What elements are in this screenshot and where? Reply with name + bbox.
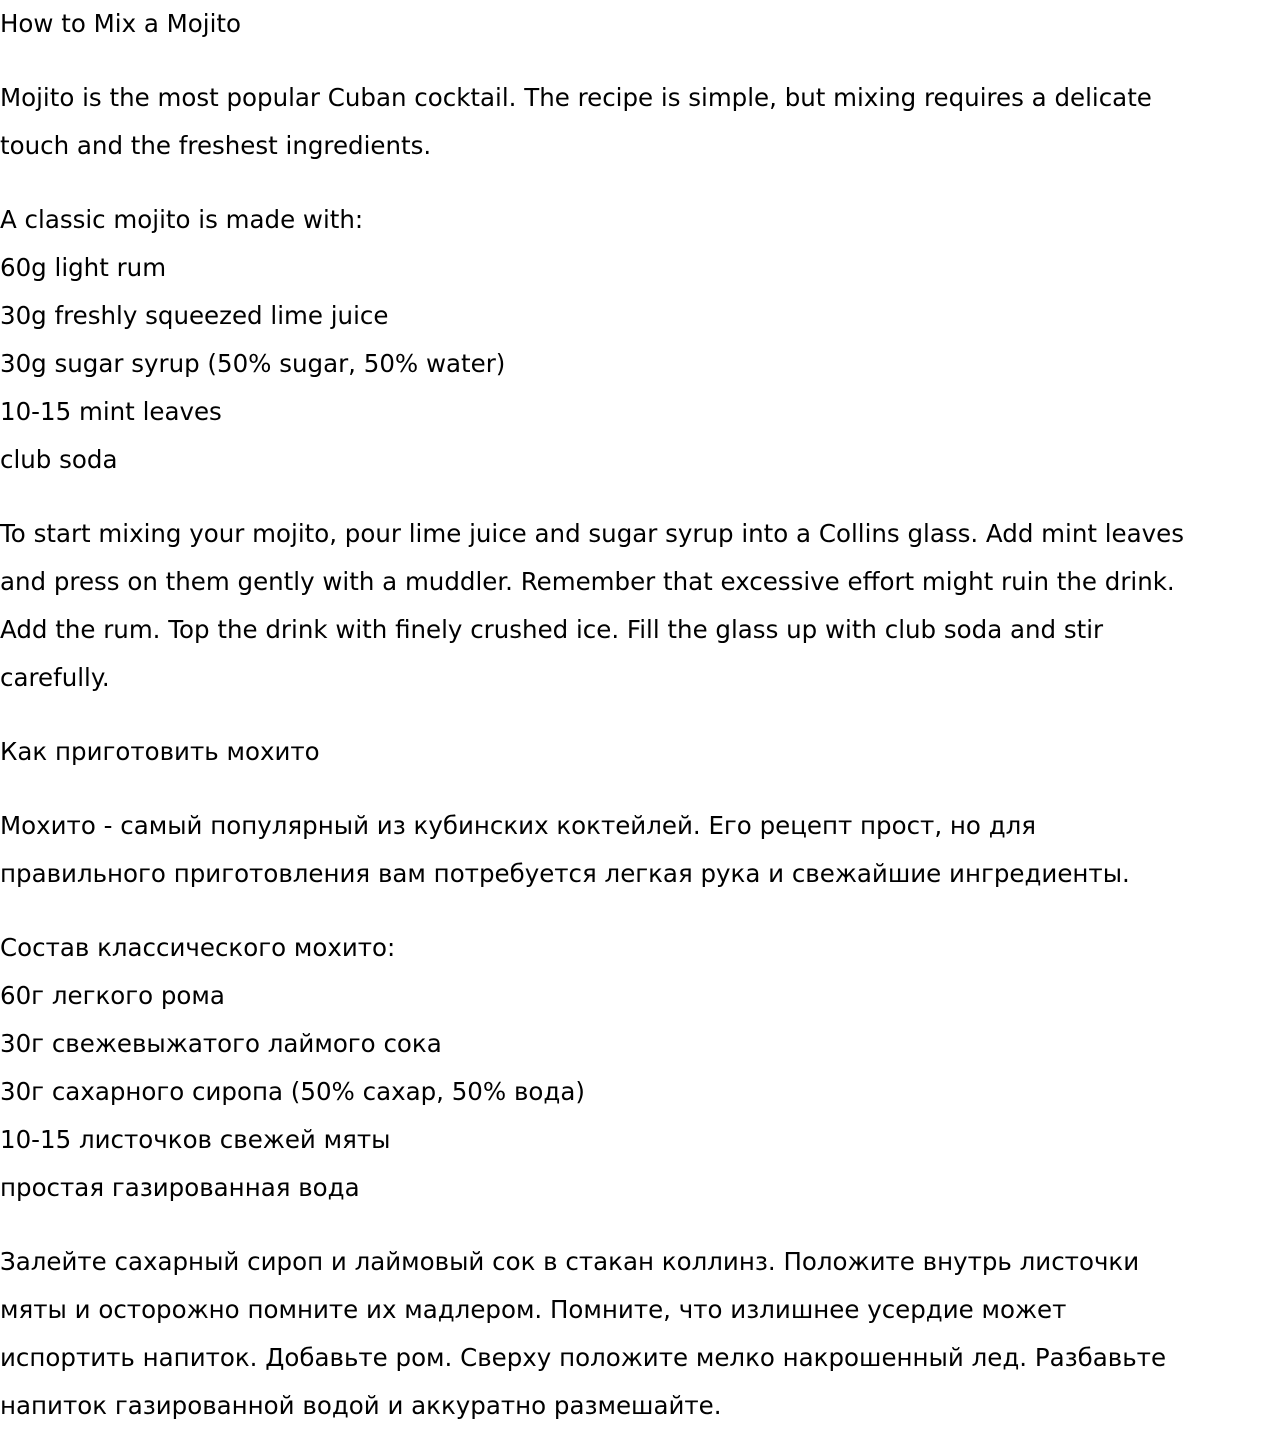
russian-title-block [0,728,1270,776]
section-title-russian: Как приготовить мохито [0,737,320,766]
english-intro-paragraph [0,74,1270,170]
paragraph-line: To start mixing your mojito, pour lime juice and sugar syrup into a Collins glass. Add mint leaves [0,519,1184,548]
ingredient-item: 60g light rum [0,253,167,282]
ingredient-item: 60г легкого рома [0,981,225,1010]
paragraph-line: испортить напиток. Добавьте ром. Сверху положите мелко накрошенный лед. Разбавьте [0,1343,1167,1372]
russian-intro-paragraph [0,802,1270,898]
ingredients-heading: A classic mojito is made with: [0,205,364,234]
ingredient-item: 10-15 листочков свежей мяты [0,1125,391,1154]
ingredient-item: 30г сахарного сиропа (50% сахар, 50% вода) [0,1077,585,1106]
paragraph-line: and press on them gently with a muddler. Remember that excessive effort might ruin the drink. [0,567,1175,596]
paragraph-line: carefully. [0,663,110,692]
page-title: How to Mix a Mojito [0,9,241,38]
paragraph-line: мяты и осторожно помните их мадлером. Помните, что излишнее усердие может [0,1295,1067,1324]
ingredient-item: 10-15 mint leaves [0,397,222,426]
ingredient-item: простая газированная вода [0,1173,360,1202]
english-instructions-paragraph [0,510,1270,702]
paragraph-line: Залейте сахарный сироп и лаймовый сок в стакан коллинз. Положите внутрь листочки [0,1247,1140,1276]
ingredient-item: club soda [0,445,118,474]
english-title-block [0,0,1270,48]
english-ingredients-list [0,196,1270,484]
russian-ingredients-list [0,924,1270,1212]
paragraph-line: правильного приготовления вам потребуется легкая рука и свежайшие ингредиенты. [0,859,1130,888]
paragraph-line: Add the rum. Top the drink with finely crushed ice. Fill the glass up with club soda and stir [0,615,1104,644]
paragraph-line: touch and the freshest ingredients. [0,131,432,160]
russian-instructions-paragraph [0,1238,1270,1430]
ingredient-item: 30г свежевыжатого лаймого сока [0,1029,442,1058]
paragraph-line: Мохито - самый популярный из кубинских коктейлей. Его рецепт прост, но для [0,811,1037,840]
ingredients-heading: Состав классического мохито: [0,933,396,962]
paragraph-line: Mojito is the most popular Cuban cocktail. The recipe is simple, but mixing requires a delicate [0,83,1152,112]
paragraph-line: напиток газированной водой и аккуратно размешайте. [0,1391,722,1420]
ingredient-item: 30g sugar syrup (50% sugar, 50% water) [0,349,506,378]
ingredient-item: 30g freshly squeezed lime juice [0,301,389,330]
